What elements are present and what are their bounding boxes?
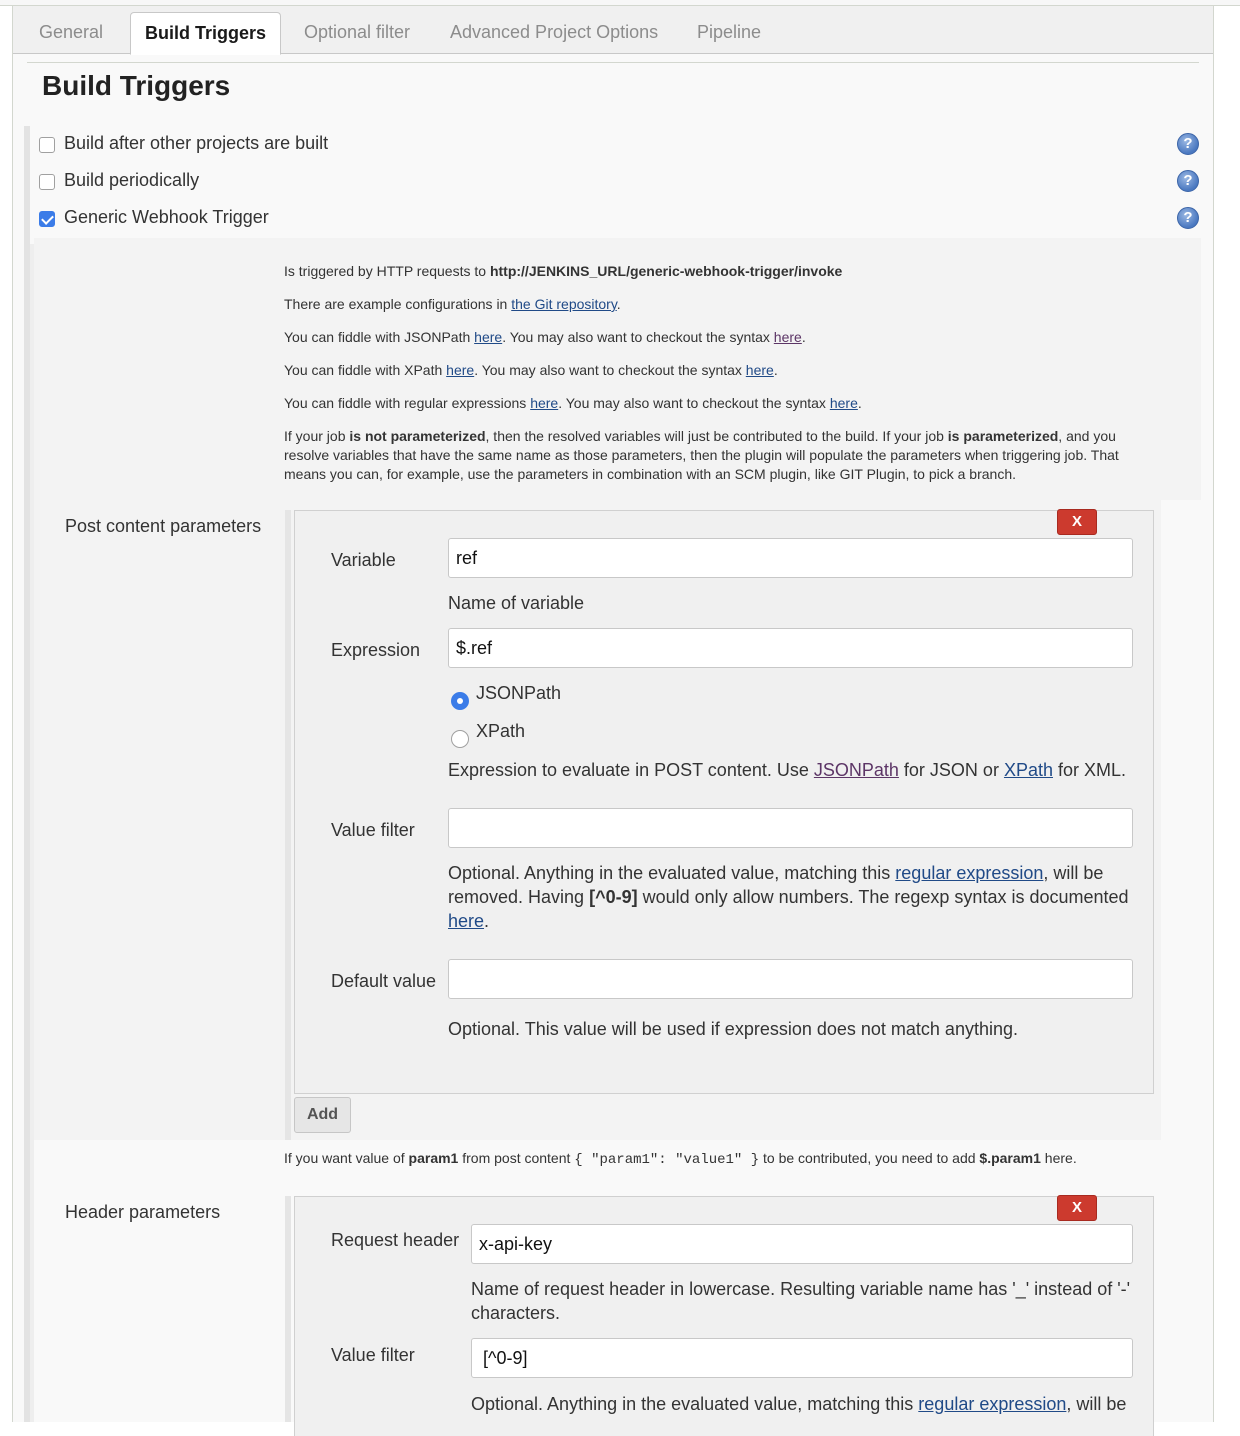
xpath-syntax-link[interactable]: here <box>745 362 774 378</box>
jsonpath-radio-label[interactable]: JSONPath <box>476 683 562 703</box>
request-header-input[interactable]: x-api-key <box>471 1224 1133 1264</box>
delete-header-param-button[interactable]: X <box>1057 1195 1097 1221</box>
default-value-label: Default value <box>331 971 437 991</box>
xpath-fiddle-link[interactable]: here <box>446 362 475 378</box>
webhook-url: http://JENKINS_URL/generic-webhook-trigger/invoke <box>489 263 843 279</box>
trigger-build-periodically <box>39 167 1199 197</box>
value-filter-help: Optional. Anything in the evaluated value, matching this regular expression, will be removed. Having [^0-9] would only allow numbers. The regexp syntax is documented here. <box>448 863 1129 931</box>
desc-xpath: You can fiddle with XPath here. You may also want to checkout the syntax here. <box>284 362 778 378</box>
desc-regex: You can fiddle with regular expressions here. You may also want to checkout the syntax here. <box>284 395 862 411</box>
value-filter-label: Value filter <box>331 820 415 840</box>
trigger-generic-webhook <box>39 204 1199 234</box>
jsonpath-syntax-link[interactable]: here <box>773 329 802 345</box>
help-icon[interactable]: ? <box>1177 133 1199 155</box>
generic-webhook-checkbox[interactable] <box>39 211 55 227</box>
tab-pipeline[interactable]: Pipeline <box>697 22 762 42</box>
variable-input[interactable]: ref <box>448 538 1133 578</box>
desc-jsonpath: You can fiddle with JSONPath here. You may also want to checkout the syntax here. <box>284 329 806 345</box>
regex-fiddle-link[interactable]: here <box>530 395 559 411</box>
header-regular-expression-link[interactable]: regular expression <box>918 1394 1067 1414</box>
config-frame <box>12 6 1214 1422</box>
post-params-bar <box>285 510 291 1140</box>
xpath-link[interactable]: XPath <box>1003 760 1053 780</box>
post-param-entry <box>294 510 1154 1094</box>
page-title: Build Triggers <box>42 70 231 101</box>
post-content-parameters-label: Post content parameters <box>65 516 262 536</box>
variable-label: Variable <box>331 550 396 570</box>
request-header-help: Name of request header in lowercase. Resulting variable name has '_' instead of '-' characters. <box>471 1279 1131 1323</box>
build-after-other-checkbox[interactable] <box>39 137 55 153</box>
regular-expression-link[interactable]: regular expression <box>895 863 1044 883</box>
header-value-filter-input[interactable]: [^0-9] <box>471 1338 1133 1378</box>
default-value-input[interactable] <box>448 959 1133 999</box>
tab-bar <box>13 6 1213 54</box>
tab-optional-filter[interactable]: Optional filter <box>304 22 411 42</box>
variable-help: Name of variable <box>448 593 585 613</box>
request-header-label: Request header <box>331 1230 460 1250</box>
git-repository-link[interactable]: the Git repository <box>511 296 617 312</box>
expression-help: Expression to evaluate in POST content. Use JSONPath for JSON or XPath for XML. <box>448 760 1127 780</box>
trigger-label[interactable]: Generic Webhook Trigger <box>64 207 269 227</box>
value-filter-input[interactable] <box>448 808 1133 848</box>
add-post-param-button[interactable]: Add <box>294 1097 351 1133</box>
header-param-entry <box>294 1196 1154 1436</box>
regex-syntax-link[interactable]: here <box>829 395 858 411</box>
jsonpath-radio[interactable] <box>451 692 469 710</box>
regexp-syntax-link[interactable]: here <box>448 911 485 931</box>
desc-trigger-url: Is triggered by HTTP requests to http://JENKINS_URL/generic-webhook-trigger/invoke <box>284 263 843 279</box>
default-value-help: Optional. This value will be used if expression does not match anything. <box>448 1019 1018 1039</box>
jsonpath-fiddle-link[interactable]: here <box>474 329 503 345</box>
header-value-filter-label: Value filter <box>331 1345 415 1365</box>
trigger-build-after-other <box>39 130 1199 160</box>
expression-label: Expression <box>331 640 421 660</box>
xpath-radio[interactable] <box>451 730 469 748</box>
webhook-description <box>284 262 1164 498</box>
build-periodically-checkbox[interactable] <box>39 174 55 190</box>
tab-build-triggers[interactable]: Build Triggers <box>130 12 281 55</box>
tab-general[interactable]: General <box>39 22 104 42</box>
trigger-label[interactable]: Build periodically <box>64 170 200 190</box>
header-value-filter-help: Optional. Anything in the evaluated value, matching this regular expression, will be <box>471 1394 1127 1414</box>
help-icon[interactable]: ? <box>1177 170 1199 192</box>
delete-post-param-button[interactable]: X <box>1057 509 1097 535</box>
desc-parameterized: If your job is not parameterized, then the resolved variables will just be contributed to the build. If your job is parameterized, and you resolve variables that have the same name as those parameters, then the plugin will populate the parameters when triggering job. That means you can, for example, use the parameters in combination with an SCM plugin, like GIT Plugin, to pick a branch. <box>284 428 1119 482</box>
tab-advanced-project-options[interactable]: Advanced Project Options <box>450 22 659 42</box>
header-parameters-label: Header parameters <box>65 1202 221 1222</box>
header-params-bar <box>285 1196 291 1422</box>
section-divider <box>27 62 1199 63</box>
xpath-radio-label[interactable]: XPath <box>476 721 526 741</box>
trigger-label[interactable]: Build after other projects are built <box>64 133 329 153</box>
help-icon[interactable]: ? <box>1177 207 1199 229</box>
jsonpath-link[interactable]: JSONPath <box>813 760 899 780</box>
post-params-note: If you want value of param1 from post content { "param1": "value1" } to be contributed, you need to add $.param1 here. <box>284 1150 1077 1168</box>
expression-input[interactable]: $.ref <box>448 628 1133 668</box>
desc-examples: There are example configurations in the Git repository. <box>284 296 621 312</box>
